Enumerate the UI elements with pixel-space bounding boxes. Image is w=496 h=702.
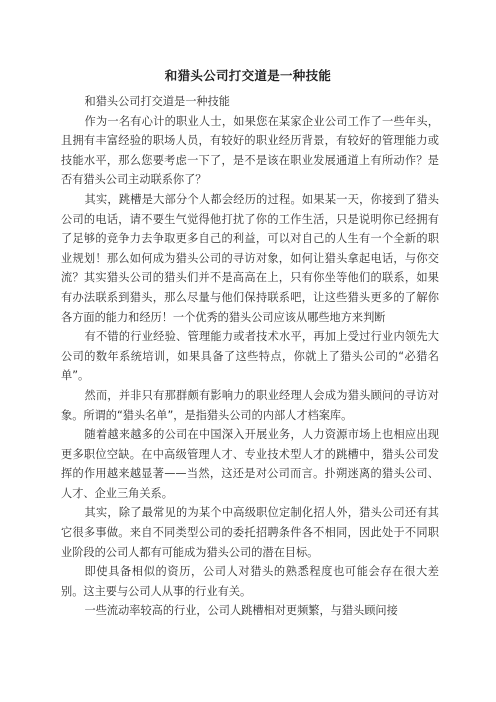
document-body bbox=[61, 92, 439, 621]
paragraph: 即使具备相似的资历，公司人对猎头的熟悉程度也可能会存在很大差别。这主要与公司人从事的行业有关。 bbox=[61, 565, 439, 598]
document-title: 和猎头公司打交道是一种技能 bbox=[164, 68, 332, 83]
paragraph: 随着越来越多的公司在中国深入开展业务，人力资源市场上也相应出现更多职位空缺。在中高级管理人才、专业技术型人才的跳槽中，猎头公司发挥的作用越来越显著——当然，这还是对公司而言。扑朔迷离的猎头公司、人才、企业三角关系。 bbox=[61, 428, 439, 500]
paragraph: 其实，除了最常见的为某个中高级职位定制化招人外，猎头公司还有其它很多事做。来自不同类型公司的委托招聘条件各不相同，因此处于不同职业阶段的公司人都有可能成为猎头公司的潜在目标。 bbox=[61, 506, 439, 559]
paragraph: 一些流动率较高的行业，公司人跳槽相对更频繁，与猎头顾问接 bbox=[84, 604, 398, 618]
paragraph: 其实，跳槽是大部分个人都会经历的过程。如果某一天，你接到了猎头公司的电话，请不要生气觉得他打扰了你的工作生活，只是说明你已经拥有了足够的竞争力去争取更多自己的利益，可以对自己的人生有一个全新的职业规划！那么如何成为猎头公司的寻访对象，如何让猎头拿起电话，与你交流？其实猎头公司的猎头们并不是高高在上，只有你坐等他们的联系，如果有办法联系到猎头，那么尽量与他们保持联系吧，让这些猎头更多的了解你各方面的能力和经历！一个优秀的猎头公司应该从哪些地方来判断 bbox=[61, 192, 439, 324]
paragraph: 然而，并非只有那群颇有影响力的职业经理人会成为猎头顾问的寻访对象。所谓的“猎头名单”，是指猎头公司的内部人才档案库。 bbox=[61, 388, 439, 422]
paragraph: 有不错的行业经验、管理能力或者技术水平，再加上受过行业内领先大公司的数年系统培训，如果具备了这些特点，你就上了猎头公司的“必猎名单”。 bbox=[61, 330, 439, 383]
paragraph-subtitle: 和猎头公司打交道是一种技能 bbox=[84, 95, 230, 108]
paragraph: 作为一名有心计的职业人士，如果您在某家企业公司工作了一些年头，且拥有丰富经验的职场人员，有较好的职业经历背景，有较好的管理能力或技能水平，那么您要考虑一下了，是不是该在职业发展通道上有所动作？是否有猎头公司主动联系你了？ bbox=[61, 114, 439, 187]
